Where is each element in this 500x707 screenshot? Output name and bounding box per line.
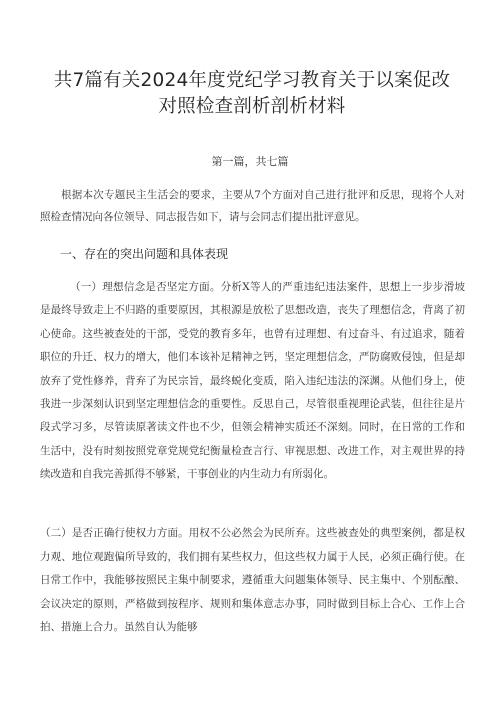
body-paragraph-1: （一）理想信念是否坚定方面。分析X等人的严重违纪违法案件，思想上一步步滑坡是最终导致走上不归路的重要原因，其根源是放松了思想改造，丧失了理想信念，背离了初心使命。这些被查处的干部，受党的教育多年，也曾有过理想、有过奋斗、有过追求，随着职位的升迁、权力的增大，他们本该补足精神之钙，坚定理想信念，严防腐败侵蚀，但是却放弃了党性修养，背弃了为民宗旨，最终蜕化变质，陷入违纪违法的深渊。从他们身上，使我进一步深刻认识到坚定理想信念的重要性。反思自己，尽管很重视理论武装，但往往是片段式学习多，尽管读原著读文件也不少，但领会精神实质还不深刻。同时，在日常的工作和生活中，没有时刻按照党章党规党纪衡量检查言行、审视思想、改进工作，对主观世界的持续改造和自我完善抓得不够紧，干事创业的内生动力有所弱化。: [40, 281, 465, 481]
document-subtitle: 第一篇，共七篇: [211, 155, 289, 168]
section-heading: 一、存在的突出问题和具体表现: [60, 247, 229, 261]
body-paragraph-2: （二）是否正确行使权力方面。用权不公必然会为民所弃。这些被查处的典型案例，都是权力观、地位观跑偏所导致的，我们拥有某些权力，但这些权力属于人民，必须正确行使。在日常工作中，我能够按照民主集中制要求，遵循重大问题集体领导、民主集中、个别酝酿、会议决定的原则，严格做到按程序、规则和集体意志办事，同时做到目标上合心、工作上合拍、措施上合力。虽然自认为能够: [40, 527, 465, 633]
intro-paragraph: 根据本次专题民主生活会的要求，主要从7个方面对自己进行批评和反思，现将个人对照检查情况向各位领导、同志报告如下，请与会同志们提出批评意见。: [40, 189, 465, 223]
document-title: 共7篇有关2024年度党纪学习教育关于以案促改对照检查剖析剖析材料: [53, 70, 451, 117]
